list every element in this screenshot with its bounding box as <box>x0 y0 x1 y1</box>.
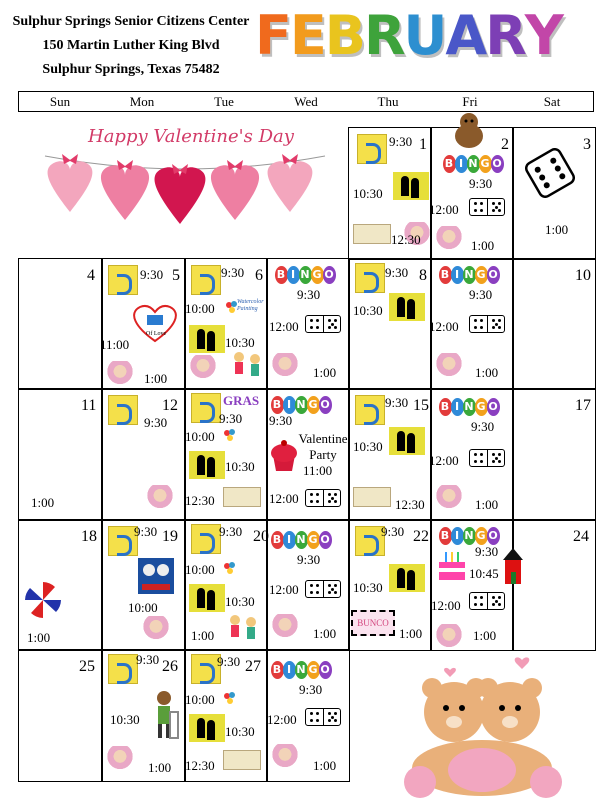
watercolor-icon <box>223 690 259 710</box>
time-text: 1:00 <box>148 760 172 775</box>
time-text: 12:00 <box>269 582 299 597</box>
time-text: 11:00 <box>303 463 333 478</box>
title-letter: Y <box>524 4 562 67</box>
day-number: 27 <box>245 658 261 675</box>
cards-icon <box>353 487 391 507</box>
domino-icon <box>305 708 341 726</box>
time-text: 10:00 <box>185 562 215 577</box>
time-text: 10:00 <box>128 600 158 615</box>
bingo-icon: B I N G O <box>275 263 339 285</box>
day-cell <box>430 388 514 521</box>
grandma-icon <box>435 624 463 650</box>
domino-icon <box>305 580 341 598</box>
groundhog-icon <box>449 110 489 154</box>
domino-icon <box>469 592 505 610</box>
banner-text: Happy Valentine's Day <box>88 126 294 147</box>
time-text: 9:30 <box>469 287 493 302</box>
day-cell <box>184 519 268 651</box>
title-letter: U <box>403 4 446 67</box>
time-text: 12:30 <box>185 758 215 773</box>
school-icon <box>501 546 525 590</box>
weekday-header-row <box>18 91 594 112</box>
day-number: 26 <box>162 658 178 675</box>
walkers-icon <box>225 614 261 650</box>
time-text: 12:00 <box>269 319 299 334</box>
bingo-icon: B I N G O <box>443 152 507 174</box>
day-cell <box>101 388 186 521</box>
time-text: 9:30 <box>140 267 164 282</box>
day-cell <box>101 258 186 390</box>
time-text: 12:30 <box>395 497 425 512</box>
grandma-icon <box>106 361 134 387</box>
cards-icon <box>223 750 261 770</box>
time-text: 9:30 <box>144 415 168 430</box>
day-cell <box>512 519 596 651</box>
day-cell <box>348 519 432 651</box>
weekday-sat: Sat <box>543 94 561 109</box>
time-text: 1:00 <box>471 238 495 253</box>
time-text: 9:30 <box>297 287 321 302</box>
bingo-icon: B I N G O <box>271 658 335 680</box>
time-text: 9:30 <box>469 176 493 191</box>
day-cell <box>266 519 350 651</box>
day-number: 19 <box>162 528 178 545</box>
time-text: 1:00 <box>473 628 497 643</box>
dancers-icon <box>393 172 429 200</box>
fitness-icon <box>355 263 385 293</box>
time-text: 1:00 <box>27 630 51 645</box>
love-logo-icon <box>130 303 180 347</box>
time-text: 1:00 <box>545 222 569 237</box>
dice-icon <box>525 148 575 202</box>
day-number: 4 <box>87 267 95 284</box>
time-text: 9:30 <box>385 395 409 410</box>
fitness-icon <box>108 265 138 295</box>
time-text: 12:00 <box>429 453 459 468</box>
time-text: 11:00 <box>100 337 130 352</box>
day-number: 3 <box>583 136 591 153</box>
hearts-garland-icon <box>40 142 330 252</box>
time-text: 9:30 <box>134 524 158 539</box>
watercolor-icon <box>223 560 259 580</box>
time-text: 12:30 <box>185 493 215 508</box>
bunco-icon <box>351 610 395 636</box>
pinwheel-icon <box>23 580 63 624</box>
center-address: 150 Martin Luther King Blvd <box>42 38 220 53</box>
walkers-icon <box>229 351 265 387</box>
party-label: Valentine Party <box>298 431 348 462</box>
grandma-icon <box>146 485 174 511</box>
grandma-icon <box>435 353 463 379</box>
title-letter: E <box>289 4 325 67</box>
time-text: 10:30 <box>225 594 255 609</box>
day-number: 17 <box>575 397 591 414</box>
time-text: 9:30 <box>136 652 160 667</box>
time-text: 1:00 <box>475 365 499 380</box>
weekday-mon: Mon <box>129 94 155 109</box>
day-number: 1 <box>419 136 427 153</box>
day-cell <box>184 649 268 782</box>
weekday-fri: Fri <box>462 94 478 109</box>
cards-icon <box>353 224 391 244</box>
mardi-gras-badge: GRAS <box>223 393 260 408</box>
fitness-icon <box>191 393 221 423</box>
time-text: 9:30 <box>381 524 405 539</box>
teddy-bears-icon <box>390 650 590 800</box>
weekday-thu: Thu <box>377 94 399 109</box>
time-text: 1:00 <box>475 497 499 512</box>
bunco-label: BUNCO <box>357 618 389 628</box>
time-text: 10:00 <box>185 301 215 316</box>
domino-icon <box>469 449 505 467</box>
time-text: 1:00 <box>31 495 55 510</box>
time-text: 9:30 <box>221 265 245 280</box>
time-text: 9:30 <box>269 413 293 428</box>
grandma-icon <box>435 485 463 511</box>
weekday-wed: Wed <box>294 94 318 109</box>
grandma-icon <box>189 355 217 381</box>
domino-icon <box>469 198 505 216</box>
bingo-icon: B I N G O <box>439 263 503 285</box>
watercolor-icon <box>223 427 259 447</box>
time-text: 1:00 <box>191 628 215 643</box>
day-cell <box>348 258 432 390</box>
title-letter: A <box>445 4 486 67</box>
day-number: 18 <box>81 528 97 545</box>
day-number: 25 <box>79 658 95 675</box>
time-text: 12:00 <box>429 319 459 334</box>
fitness-icon <box>355 395 385 425</box>
center-city: Sulphur Springs, Texas 75482 <box>42 62 220 77</box>
day-number: 15 <box>413 397 429 414</box>
day-number: 11 <box>81 397 97 414</box>
time-text: 9:30 <box>299 682 323 697</box>
time-text: 10:30 <box>225 724 255 739</box>
domino-icon <box>305 489 341 507</box>
day-cell <box>512 388 596 521</box>
time-text: 1:00 <box>313 626 337 641</box>
dancers-icon <box>189 584 225 612</box>
cards-icon <box>223 487 261 507</box>
bingo-icon: B I N G O <box>271 393 335 415</box>
time-text: 10:45 <box>469 566 499 581</box>
weekday-sun: Sun <box>49 94 71 109</box>
day-cell <box>348 388 432 521</box>
day-cell <box>18 519 103 651</box>
time-text: 9:30 <box>217 654 241 669</box>
time-text: 12:00 <box>431 598 461 613</box>
time-text: 1:00 <box>313 758 337 773</box>
dancers-icon <box>389 564 425 592</box>
day-cell <box>184 388 268 521</box>
grandma-icon <box>435 226 463 252</box>
month-title <box>255 6 562 66</box>
presidents-day-icon <box>136 554 176 602</box>
day-number: 22 <box>413 528 429 545</box>
time-text: 9:30 <box>219 524 243 539</box>
time-text: 9:30 <box>475 544 499 559</box>
dancers-icon <box>189 451 225 479</box>
day-cell <box>18 258 103 390</box>
day-number: 2 <box>501 136 509 153</box>
center-name: Sulphur Springs Senior Citizens Center <box>12 14 250 29</box>
valentine-banner <box>40 120 330 250</box>
title-letter: F <box>255 4 290 67</box>
day-cell <box>266 388 350 521</box>
time-text: 12:30 <box>391 232 421 247</box>
day-number: 20 <box>253 528 269 545</box>
bingo-icon: B I N G O <box>439 524 503 546</box>
grandma-icon <box>271 353 299 379</box>
time-text: 10:30 <box>353 186 383 201</box>
time-text: 10:30 <box>225 459 255 474</box>
day-cell <box>348 127 432 260</box>
time-text: 9:30 <box>471 419 495 434</box>
time-text: 9:30 <box>389 134 413 149</box>
day-number: 24 <box>573 528 589 545</box>
time-text: 10:30 <box>353 303 383 318</box>
title-letter: B <box>324 4 364 67</box>
domino-icon <box>469 315 505 333</box>
grandma-icon <box>106 746 134 772</box>
time-text: 9:30 <box>297 552 321 567</box>
day-cell <box>512 258 596 390</box>
dancers-icon <box>389 427 425 455</box>
day-cell <box>512 127 596 260</box>
day-cell <box>18 388 103 521</box>
time-text: 10:30 <box>353 439 383 454</box>
day-cell <box>184 258 268 390</box>
day-cell <box>101 519 186 651</box>
time-text: 1:00 <box>144 371 168 386</box>
fitness-icon <box>191 265 221 295</box>
dancers-icon <box>389 293 425 321</box>
birthday-cake-icon <box>435 548 469 588</box>
day-number: 5 <box>172 267 180 284</box>
grandma-icon <box>142 616 170 642</box>
weekday-tue: Tue <box>214 94 234 109</box>
time-text: 10:30 <box>110 712 140 727</box>
day-number: 12 <box>162 397 178 414</box>
fitness-icon <box>191 524 221 554</box>
domino-icon <box>305 315 341 333</box>
grandma-icon <box>271 614 299 640</box>
time-text: 12:00 <box>269 491 299 506</box>
dancers-icon <box>189 714 225 742</box>
logo-text: Of Love <box>146 331 167 337</box>
fitness-icon <box>108 654 138 684</box>
day-cell <box>18 649 103 782</box>
day-cell <box>266 258 350 390</box>
bingo-icon: B I N G O <box>271 528 335 550</box>
day-cell <box>266 649 350 782</box>
dancers-icon <box>189 325 225 353</box>
title-letter: R <box>363 4 404 67</box>
time-text: 10:30 <box>353 580 383 595</box>
watercolor-label: Watercolor Painting <box>237 299 264 312</box>
woman-walker-icon <box>150 690 180 744</box>
time-text: 12:00 <box>267 712 297 727</box>
time-text: 10:30 <box>225 335 255 350</box>
day-cell <box>430 127 514 260</box>
day-number: 8 <box>419 267 427 284</box>
fitness-icon <box>357 134 387 164</box>
time-text: 1:00 <box>399 626 423 641</box>
time-text: 10:00 <box>185 429 215 444</box>
title-letter: R <box>485 4 525 67</box>
bingo-icon: B I N G O <box>439 395 503 417</box>
day-cell <box>430 258 514 390</box>
time-text: 10:00 <box>185 692 215 707</box>
day-number: 6 <box>255 267 263 284</box>
time-text: 9:30 <box>385 265 409 280</box>
time-text: 1:00 <box>313 365 337 380</box>
day-cell <box>101 649 186 782</box>
day-number: 10 <box>575 267 591 284</box>
time-text: 9:30 <box>219 411 243 426</box>
time-text: 12:00 <box>429 202 459 217</box>
fitness-icon <box>108 395 138 425</box>
grandma-icon <box>271 744 299 770</box>
